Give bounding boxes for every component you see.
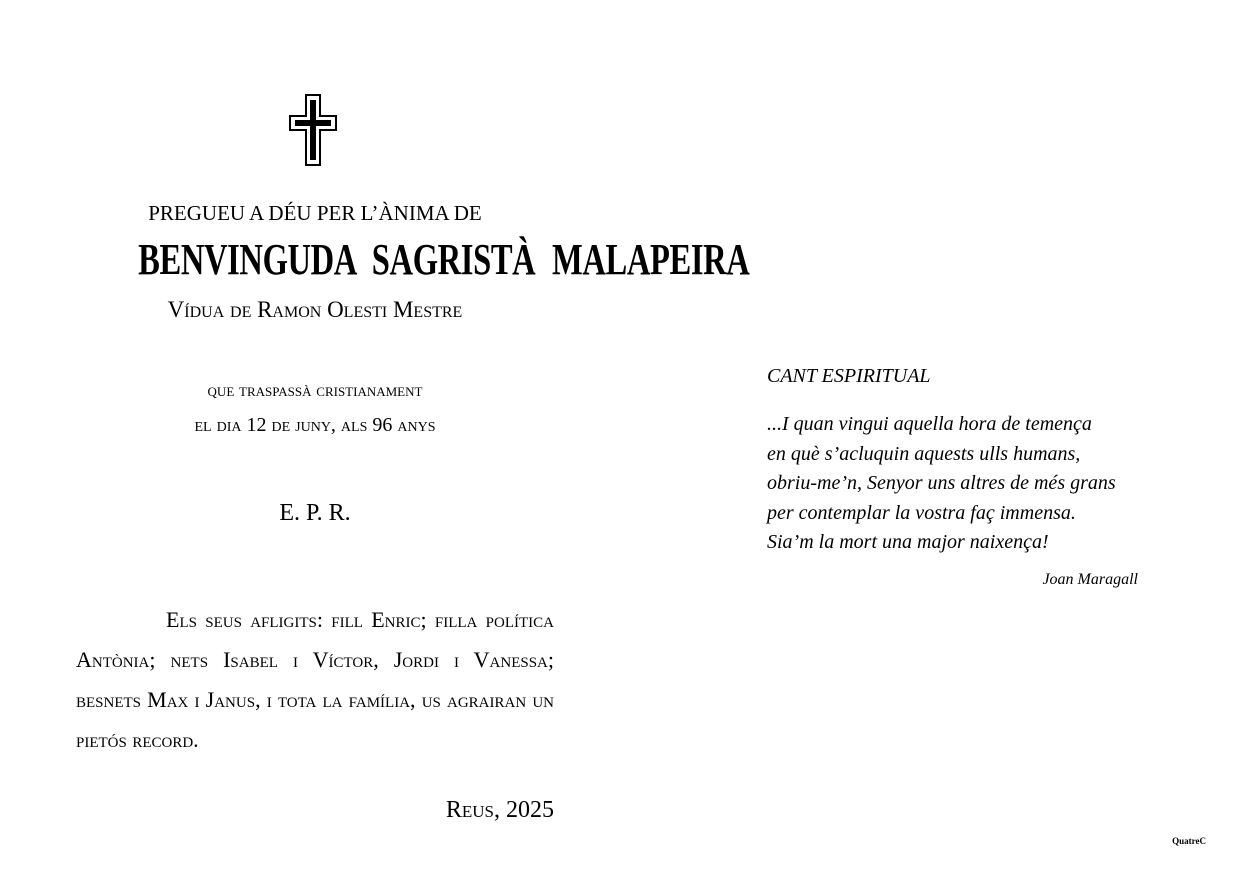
epr-line: E. P. R. <box>279 500 351 526</box>
poem-text <box>767 410 1116 558</box>
poem-title: CANT ESPIRITUAL <box>767 365 931 387</box>
poem-line: Sia’m la mort una major naixença! <box>767 531 1049 553</box>
pray-line: PREGUEU A DÉU PER L’ÀNIMA DE <box>148 201 482 225</box>
poem-line: en què s’acluquin aquests ulls humans, <box>767 442 1081 465</box>
family-paragraph: Els seus afligits: fill Enric; filla política Antònia; nets Isabel i Víctor, Jordi i Vanessa; besnets Max i Janus, i tota la família, us agrairan un pietós record. <box>76 607 554 752</box>
passed-line: que traspassà cristianament <box>207 380 423 401</box>
poem-author: Joan Maragall <box>1042 571 1138 588</box>
deceased-name: BENVINGUDA SAGRISTÀ MALAPEIRA <box>138 235 750 284</box>
widow-line: Vídua de Ramon Olesti Mestre <box>167 297 463 322</box>
printer-credit: QuatreC <box>1172 836 1206 846</box>
poem-line: per contemplar la vostra faç immensa. <box>767 501 1076 524</box>
place-year: Reus, 2025 <box>445 797 554 823</box>
date-line: el dia 12 de juny, als 96 anys <box>194 414 436 436</box>
poem-line: obriu-me’n, Senyor uns altres de més grans <box>767 472 1116 494</box>
poem-line: ...I quan vingui aquella hora de temença <box>767 413 1092 435</box>
latin-cross-icon <box>289 94 337 166</box>
